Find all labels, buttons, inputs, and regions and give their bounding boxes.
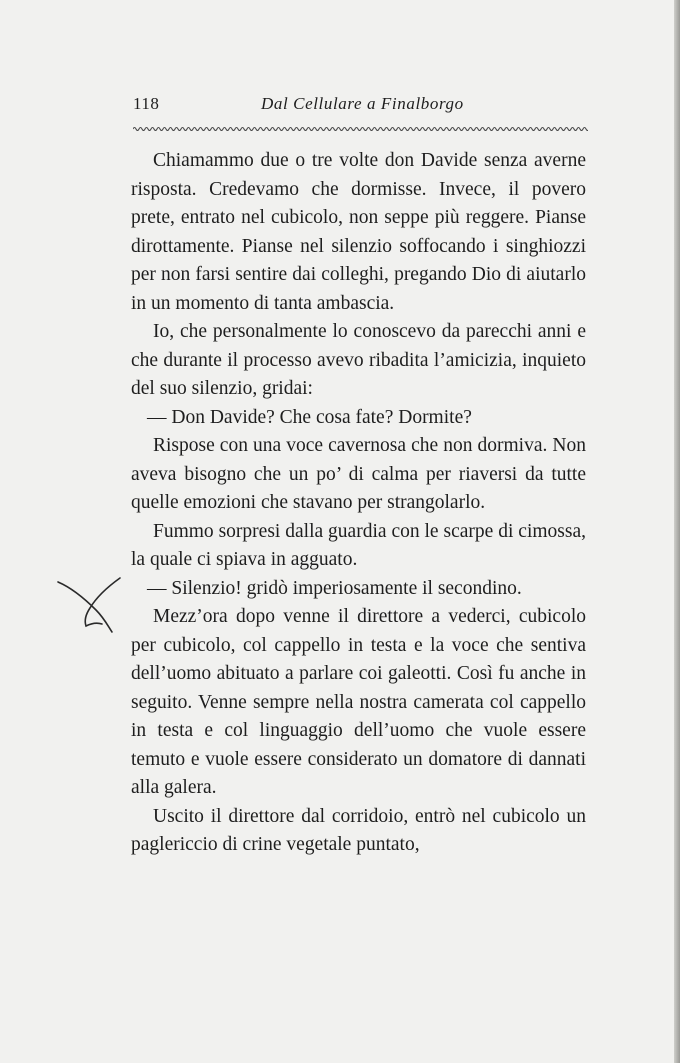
paragraph: Mezz’ora dopo venne il direttore a vederci, cubicolo per cubicolo, col cappello in testa e la voce che sentiva dell’uomo abituato a parlare coi galeotti. Così fu anche in seguito. Venne sempre nella nostra camerata col cappello in testa e col linguaggio dell’uomo che vuole essere temuto e vuole essere considerato un domatore di dannati alla galera. [131,606,586,798]
paragraph: Chiamammo due o tre volte don Davide senza averne risposta. Credevamo che dormisse. Invece, il povero prete, entrato nel cubicolo, non seppe più reggere. Pianse dirottamente. Pianse nel silenzio soffocando i singhiozzi per non farsi sentire dai colleghi, pregando Dio di aiutarlo in un momento di tanta ambascia. [131,150,586,314]
page-edge-shadow [674,0,680,1063]
paragraph: Io, che personalmente lo conoscevo da parecchi anni e che durante il processo avevo ribadita l’amicizia, inquieto del suo silenzio, gridai: [131,321,586,399]
running-title: Dal Cellulare a Finalborgo [261,94,464,113]
paragraph: Fummo sorpresi dalla guardia con le scarpe di cimossa, la quale ci spiava in agguato. [131,520,586,570]
dialogue-line: — Don Davide? Che cosa fate? Dormite? [147,406,472,428]
page-number: 118 [133,94,160,113]
body-text [131,147,586,860]
paragraph: Rispose con una voce cavernosa che non dormiva. Non aveva bisogno che un po’ di calma per riaversi da tutte quelle emozioni che stavano per strangolarlo. [131,435,586,513]
paragraph: Uscito il direttore dal corridoio, entrò nel cubicolo un paglericcio di crine vegetale puntato, [131,805,586,855]
running-header [133,94,588,120]
dialogue-line: — Silenzio! gridò imperiosamente il secondino. [147,577,522,599]
wavy-rule-ornament [133,124,588,134]
handwritten-x-mark-icon [50,574,130,636]
